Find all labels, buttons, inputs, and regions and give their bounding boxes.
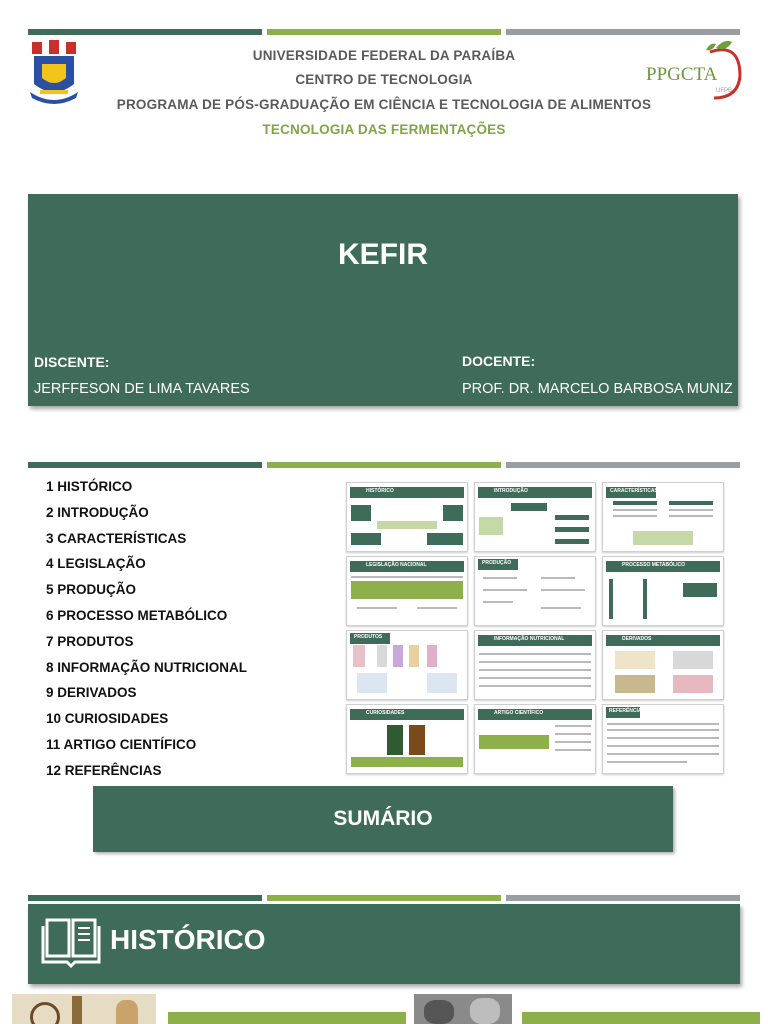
summary-item: 7 PRODUTOS [46, 633, 134, 649]
thumbnail-title: CARACTERÍSTICAS [610, 488, 658, 494]
thumbnail-title: PROCESSO METABÓLICO [622, 562, 685, 568]
thumbnail-title: INFORMAÇÃO NUTRICIONAL [494, 636, 565, 642]
history-header-panel [28, 904, 740, 984]
summary-stripe-dark [28, 462, 262, 468]
thumbnail-produtos [346, 630, 468, 700]
thumbnail-caracteristicas [602, 482, 724, 552]
thumbnail-referencias [602, 704, 724, 774]
thumbnail-title: DERIVADOS [622, 636, 652, 642]
historic-artwork-image [12, 994, 156, 1024]
thumbnail-processo-metabolico [602, 556, 724, 626]
ppgcta-logo [640, 38, 744, 102]
history-text-panel-left [168, 1012, 406, 1024]
ppgcta-text: PPGCTA [646, 64, 718, 85]
top-stripe-green [267, 29, 501, 35]
thumbnail-producao [474, 556, 596, 626]
summary-stripe-green [267, 462, 501, 468]
student-label: DISCENTE: [34, 354, 110, 370]
history-stripe-green [267, 895, 501, 901]
top-stripe-gray [506, 29, 740, 35]
summary-item: 2 INTRODUÇÃO [46, 504, 149, 520]
program-name: PROGRAMA DE PÓS-GRADUAÇÃO EM CIÊNCIA E TECNOLOGIA DE ALIMENTOS [116, 97, 652, 112]
summary-item: 4 LEGISLAÇÃO [46, 556, 146, 572]
title-slide-panel [28, 194, 738, 406]
thumbnail-historico [346, 482, 468, 552]
summary-item: 9 DERIVADOS [46, 685, 137, 701]
summary-list [46, 478, 247, 788]
student-name: JERFFESON DE LIMA TAVARES [34, 381, 250, 397]
summary-stripe-gray [506, 462, 740, 468]
thumbnail-title: PRODUTOS [354, 634, 383, 640]
thumbnail-title: CURIOSIDADES [366, 710, 405, 716]
thumbnail-title: PRODUÇÃO [482, 560, 512, 566]
thumbnail-title: LEGISLAÇÃO NACIONAL [366, 562, 427, 568]
teacher-label: DOCENTE: [462, 353, 536, 369]
summary-item: 10 CURIOSIDADES [46, 711, 169, 727]
top-stripe-dark [28, 29, 262, 35]
course-name: TECNOLOGIA DAS FERMENTAÇÕES [262, 122, 506, 137]
teacher-name: PROF. DR. MARCELO BARBOSA MUNIZ [462, 381, 733, 397]
book-icon [41, 916, 103, 968]
thumbnail-artigo-cientifico [474, 704, 596, 774]
thumbnail-introducao [474, 482, 596, 552]
center-name: CENTRO DE TECNOLOGIA [295, 72, 473, 87]
summary-item: 8 INFORMAÇÃO NUTRICIONAL [46, 659, 247, 675]
thumbnail-title: INTRODUÇÃO [494, 488, 528, 494]
summary-item: 1 HISTÓRICO [46, 479, 133, 494]
slide-thumbnails-grid [346, 482, 724, 772]
history-stripe-dark [28, 895, 262, 901]
summary-item: 5 PRODUÇÃO [46, 582, 137, 598]
history-text-panel-right [522, 1012, 760, 1024]
ppgcta-subtext: UFPB [716, 88, 733, 94]
thumbnail-curiosidades [346, 704, 468, 774]
thumbnail-title: REFERÊNCIAS [609, 708, 645, 714]
thumbnail-derivados [602, 630, 724, 700]
thumbnail-title: ARTIGO CIENTÍFICO [494, 710, 544, 716]
thumbnail-informacao-nutricional [474, 630, 596, 700]
summary-item: 12 REFERÊNCIAS [46, 762, 162, 778]
thumbnail-legislacao [346, 556, 468, 626]
summary-title: SUMÁRIO [93, 786, 673, 852]
summary-item: 3 CARACTERÍSTICAS [46, 530, 187, 546]
thumbnail-title: HISTÓRICO [366, 488, 394, 494]
history-stripe-gray [506, 895, 740, 901]
presentation-title: KEFIR [338, 238, 428, 271]
university-name: UNIVERSIDADE FEDERAL DA PARAÍBA [252, 48, 516, 63]
summary-item: 11 ARTIGO CIENTÍFICO [46, 736, 197, 752]
historic-photo-image [414, 994, 512, 1024]
history-title: HISTÓRICO [110, 924, 266, 955]
summary-item: 6 PROCESSO METABÓLICO [46, 607, 228, 623]
